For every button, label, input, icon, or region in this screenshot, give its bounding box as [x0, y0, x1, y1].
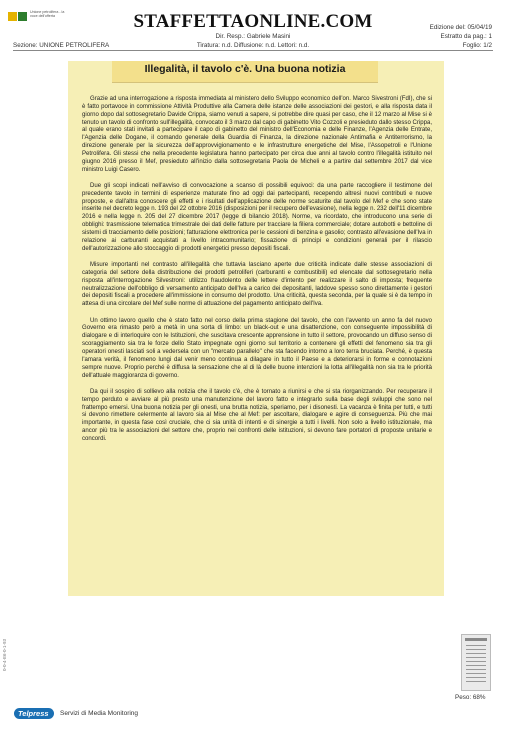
article-paragraph: Da qui il sospiro di sollievo alla notizia che il tavolo c'è, che è tornato a riunirsi e che si sta riorganizzando. Per recuperare il tempo perduto e avviare al più presto una manutenzione del lavoro fatto e integrarlo sulla base degli sviluppi che sono nel frattempo emersi. Una buona notizia per gli onesti, una brutta notizia, speriamo, per i disonesti. La vacanza è finita per tutti, e tutti si devono rimettere celermente al lavoro sia al Mise che al Mef: per ascoltare, dialogare e agire di conseguenza. Più che mai importante, in questa fase così cruciale, che ci sia unità di intenti e di sinergie a tutti i livelli. Non solo a livello istituzionale, ma ancor più tra le associazioni del settore che, proprio nei confronti delle istituzioni, si devono fare portatori di proposte unitarie e concordi.: [82, 388, 432, 442]
header-rule: [13, 50, 493, 51]
article-paragraph: Un ottimo lavoro quello che è stato fatto nel corso della prima stagione del tavolo, che con l'avvento un anno fa del nuovo Governo era rimasto però a metà in una sorta di limbo: un black-out e una disattenzione, con conseguente impossibilità di dialogare e di interloquire con le Istituzioni, che suscitava crescente apprensione in tutto il settore, provocando un diffuso senso di scoraggiamento sia tra le forze dello Stato impegnate ogni giorno sul territorio a contenere gli effetti del fenomeno sia tra gli operatori onesti lasciati soli a vedersela con un "mercato parallelo" che sta facendo intorno a loro terra bruciata. Perché, è questa l'amara verità, il fenomeno lungi dal venir meno continua a dilagare in tutto il Paese e a deteriorarsi in forme e connotazioni sempre nuove. Proprio perché è diffusa la sensazione che al di là delle buone intenzioni la lotta all'illegalità non sia tra le priorità dell'attuale maggioranza di governo.: [82, 317, 432, 379]
logo-text: Unione petrolifera - la voce dell'offerta: [30, 10, 65, 19]
article-headline: Illegalità, il tavolo c'è. Una buona notizia: [144, 63, 346, 75]
publication-title: STAFFETTAONLINE.COM: [133, 11, 373, 32]
article-paragraph: Due gli scopi indicati nell'avviso di convocazione a scanso di possibili equivoci: da una parte raccogliere il testimone del precedente tavolo in termini di esperienze maturate fino ad oggi dai partecipanti, recependo altresì nuovi contributi e nuove proposte, e dall'altra conoscere gli effetti e i risultati dell'applicazione delle norme scaturite dal tavolo del Mef e che sono state inserite nel decreto legge n. 193 del 22 ottobre 2016 (disposizioni per il recupero dell'evasione), nella legge n. 232 dell'11 dicembre 2016 e nella legge n. 205 del 27 dicembre 2017 (legge di bilancio 2018). Norme, va ricordato, che introducono una serie di obblighi: trasmissione telematica trimestrale dei dati delle fatture per tracciare la filiera commerciale; dotare autobotti e bettoline di sistemi di tracciamento delle posizioni; fatturazione elettronica per le cessioni di benzina e gasolio; contrasto all'evasione dell'Iva in relazione ai carburanti acquistati a livello intracomunitario; fissazione di principi e condizioni generali per il rilascio dell'autorizzazione allo stoccaggio di prodotti energetici presso depositi fiscali.: [82, 182, 432, 252]
article-paragraph: Grazie ad una interrogazione a risposta immediata al ministero dello Sviluppo economico dell'on. Marco Sivestroni (FdI), che si è fatto portavoce in commissione Attività Produttive alla Camera delle istanze delle associazioni dei gestori, e alla risposta data il giorno dopo dal sottosegretario Davide Crippa, siamo venuti a sapere, si potrebbe dire quasi per caso, che il 12 marzo al Mise si è tenuto un tavolo di confronto sull'illegalità, convocato il 3 marzo dal capo di gabinetto Vito Cozzoli e presieduto dallo stesso Crippa, al quale erano stati invitati a partecipare il capo di gabinetto del ministro dell'Economia e delle Finanze, l'Agenzia delle Entrate, l'Agenzia delle Dogane, il comando generale della Guardia di Finanza, la direzione nazionale Antimafia e Antiterrorismo, la direzione generale per la sicurezza dell'approvvigionamento e le infrastrutture energetiche del Mise, l'Assopetroli e l'Unione Petrolifera. Gli stessi che nella precedente legislatura hanno partecipato per circa due anni al tavolo contro l'illegalità istituito nel giugno 2016 presso il Mef, presieduto all'inizio dalla sottosegretaria Paola de Micheli e a partire dal settembre 2017 dal vice ministro Luigi Casero.: [82, 96, 432, 173]
section-label: Sezione: UNIONE PETROLIFERA: [13, 42, 110, 49]
extract-page: Estratto da pag.: 1: [440, 33, 492, 40]
article-paragraph: Misure importanti nel contrasto all'illegalità che tuttavia lasciano aperte due criticità indicate dalle stesse associazioni di categoria del settore della distribuzione dei prodotti petroliferi (carburanti e combustibili) ed elencate dal sottosegretario nella risposta all'interrogazione Silvestroni: utilizzo fraudolento delle lettere d'intento per realizzare il salto di imposta; frequente neutralizzazione dell'obbligo di versamento anticipato dell'Iva a carico dei depositanti, laddove spesso sono direttamente i gestori dei depositi fiscali a procedere all'immissione in consumo del prodotto. Una criticità, questa seconda, per la quale si è da tempo in attesa di una circolare del Mef sulle norme di attuazione del pagamento anticipato dell'Iva.: [82, 262, 432, 308]
side-code: 0-0-4-E6-0-1-93: [2, 638, 7, 671]
footer-service: Servizi di Media Monitoring: [60, 710, 139, 717]
article-body: [82, 96, 432, 452]
telpress-logo: [14, 708, 54, 719]
page-weight: Peso: 68%: [455, 694, 486, 701]
telpress-logo-text: Telpress: [18, 709, 49, 718]
edition-date: Edizione del: 05/04/19: [429, 24, 492, 31]
diffusion-info: Tiratura: n.d. Diffusione: n.d. Lettori: n.d.: [196, 42, 310, 49]
director-responsible: Dir. Resp.: Gabriele Masini: [215, 33, 291, 40]
page-thumbnail: [461, 634, 491, 691]
sheet-number: Foglio: 1/2: [462, 42, 492, 49]
